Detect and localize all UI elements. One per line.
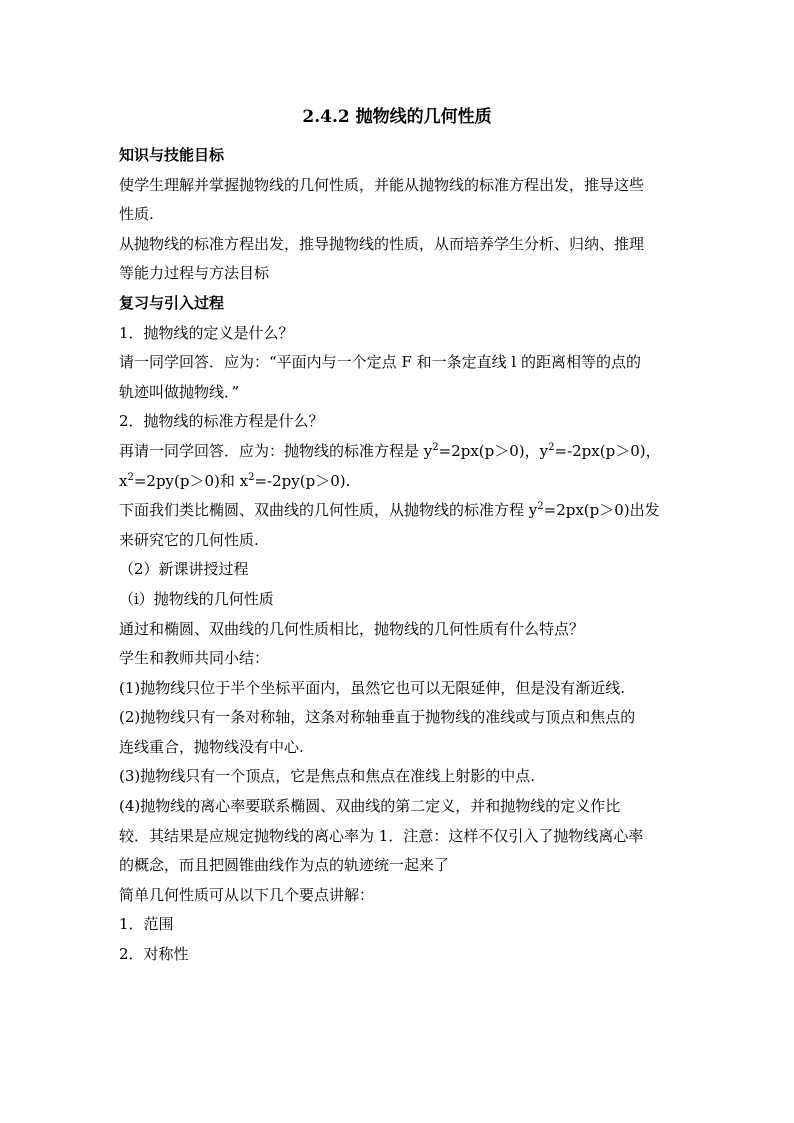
text-fragment: 下面我们类比椭圆、双曲线的几何性质，从抛物线的标准方程 y <box>119 501 538 520</box>
paragraph-line: 性质. <box>119 205 154 224</box>
paragraph-line: 轨迹叫做抛物线．” <box>119 382 240 401</box>
paragraph-line: 通过和椭圆、双曲线的几何性质相比，抛物线的几何性质有什么特点？ <box>119 619 585 638</box>
question-2: 2．抛物线的标准方程是什么？ <box>119 412 324 431</box>
superscript: 2 <box>248 471 255 483</box>
point-item: 1．范围 <box>119 915 174 934</box>
text-fragment: x <box>119 471 128 490</box>
superscript: 2 <box>432 441 439 453</box>
superscript: 2 <box>537 501 544 513</box>
document-body <box>119 141 679 970</box>
superscript: 2 <box>127 471 134 483</box>
paragraph-line: 从抛物线的标准方程出发，推导抛物线的性质，从而培养学生分析、归纳、推理 <box>119 234 645 253</box>
superscript: 2 <box>548 441 555 453</box>
text-fragment: =-2py(p＞0). <box>254 471 351 490</box>
property-item: 较．其结果是应规定抛物线的离心率为 1．注意：这样不仅引入了抛物线离心率 <box>119 826 644 845</box>
goal-heading: 知识与技能目标 <box>119 146 225 164</box>
property-item: 的概念，而且把圆锥曲线作为点的轨迹统一起来了 <box>119 856 450 875</box>
paragraph-line: 简单几何性质可从以下几个要点讲解： <box>119 885 375 904</box>
subsection-heading: （2）新课讲授过程 <box>119 560 249 579</box>
property-item: (2)抛物线只有一条对称轴，这条对称轴垂直于抛物线的准线或与顶点和焦点的 <box>119 708 636 727</box>
paragraph-line: 请一同学回答．应为：“平面内与一个定点 F 和一条定直线 l 的距离相等的点的 <box>119 353 641 372</box>
text-fragment: =2px(p＞0)，y <box>438 441 549 460</box>
paragraph-line: 使学生理解并掌握抛物线的几何性质，并能从抛物线的标准方程出发，推导这些 <box>119 175 645 194</box>
property-item: (4)抛物线的离心率要联系椭圆、双曲线的第二定义，并和抛物线的定义作比 <box>119 797 621 816</box>
paragraph-line: 来研究它的几何性质. <box>119 530 259 549</box>
text-fragment: 再请一同学回答．应为：抛物线的标准方程是 y <box>119 441 433 460</box>
review-heading: 复习与引入过程 <box>119 293 225 312</box>
paragraph-line: 学生和教师共同小结： <box>119 649 270 668</box>
point-item: 2．对称性 <box>119 945 189 964</box>
subsection-heading: （i）抛物线的几何性质 <box>119 589 274 608</box>
text-fragment: =2px(p＞0)出发 <box>543 501 660 520</box>
question-1: 1．抛物线的定义是什么？ <box>119 323 294 342</box>
property-item: (3)抛物线只有一个顶点，它是焦点和焦点在准线上射影的中点. <box>119 767 536 786</box>
text-fragment: =2py(p＞0)和 x <box>133 471 249 490</box>
paragraph-line: 等能力过程与方法目标 <box>119 264 270 283</box>
page-title: 2.4.2 抛物线的几何性质 <box>302 107 492 127</box>
text-fragment: =-2px(p＞0)， <box>554 441 661 460</box>
property-item: (1)抛物线只位于半个坐标平面内，虽然它也可以无限延伸，但是没有渐近线. <box>119 678 626 697</box>
equation-line <box>119 467 679 497</box>
property-item: 连线重合，抛物线没有中心. <box>119 737 304 756</box>
equation-line <box>119 496 679 526</box>
equation-line <box>119 437 679 467</box>
